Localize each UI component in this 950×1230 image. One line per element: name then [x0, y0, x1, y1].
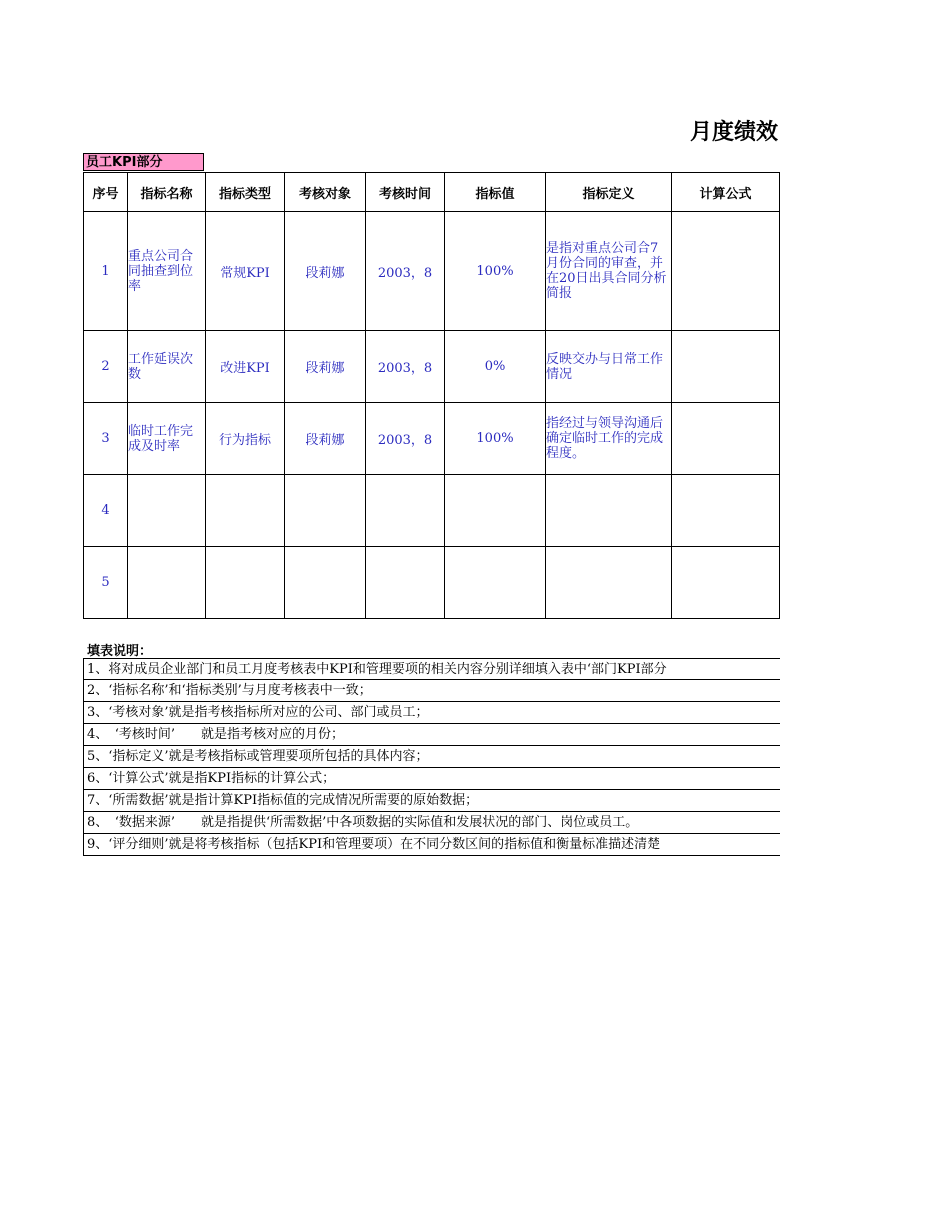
- note-item[interactable]: 2、‘指标名称’和‘指标类别’与月度考核表中一致；: [83, 680, 780, 702]
- cell-name[interactable]: [128, 475, 206, 547]
- cell-definition[interactable]: 是指对重点公司合7月份合同的审查，并在20日出具合同分析简报: [546, 212, 672, 331]
- kpi-table: [83, 172, 780, 619]
- cell-type[interactable]: [206, 547, 285, 619]
- note-item[interactable]: 7、‘所需数据’就是指计算KPI指标值的完成情况所需要的原始数据；: [83, 790, 780, 812]
- cell-time[interactable]: 2003，8: [366, 331, 445, 403]
- cell-time[interactable]: [366, 475, 445, 547]
- cell-name[interactable]: 临时工作完成及时率: [128, 403, 206, 475]
- cell-name[interactable]: 工作延误次数: [128, 331, 206, 403]
- header-no: 序号: [84, 173, 128, 212]
- note-item[interactable]: 9、‘评分细则’就是将考核指标（包括KPI和管理要项）在不同分数区间的指标值和衡量标准描述清楚: [83, 834, 780, 856]
- cell-formula[interactable]: [672, 475, 780, 547]
- cell-type[interactable]: 改进KPI: [206, 331, 285, 403]
- section-label: 员工KPI部分: [83, 153, 204, 171]
- cell-time[interactable]: [366, 547, 445, 619]
- cell-value[interactable]: 0%: [445, 331, 546, 403]
- cell-value[interactable]: [445, 547, 546, 619]
- note-item[interactable]: 1、将对成员企业部门和员工月度考核表中KPI和管理要项的相关内容分别详细填入表中‘部门KPI部分: [83, 658, 780, 680]
- header-definition: 指标定义: [546, 173, 672, 212]
- cell-time[interactable]: 2003，8: [366, 212, 445, 331]
- page-title: 月度绩效: [690, 120, 779, 145]
- header-type: 指标类型: [206, 173, 285, 212]
- header-value: 指标值: [445, 173, 546, 212]
- cell-time[interactable]: 2003，8: [366, 403, 445, 475]
- cell-type[interactable]: [206, 475, 285, 547]
- header-formula: 计算公式: [672, 173, 780, 212]
- cell-value[interactable]: [445, 475, 546, 547]
- cell-no[interactable]: 2: [84, 331, 128, 403]
- cell-definition[interactable]: [546, 547, 672, 619]
- cell-target[interactable]: [285, 475, 366, 547]
- cell-formula[interactable]: [672, 331, 780, 403]
- table-row: [84, 475, 780, 547]
- cell-no[interactable]: 5: [84, 547, 128, 619]
- cell-target[interactable]: 段莉娜: [285, 331, 366, 403]
- cell-target[interactable]: 段莉娜: [285, 212, 366, 331]
- cell-definition[interactable]: [546, 475, 672, 547]
- cell-target[interactable]: [285, 547, 366, 619]
- cell-definition[interactable]: 反映交办与日常工作情况: [546, 331, 672, 403]
- header-row: [84, 173, 780, 212]
- cell-formula[interactable]: [672, 547, 780, 619]
- cell-no[interactable]: 4: [84, 475, 128, 547]
- table-row: [84, 547, 780, 619]
- cell-type[interactable]: 行为指标: [206, 403, 285, 475]
- cell-no[interactable]: 1: [84, 212, 128, 331]
- cell-name[interactable]: [128, 547, 206, 619]
- notes-list: [83, 658, 780, 856]
- cell-value[interactable]: 100%: [445, 403, 546, 475]
- note-item[interactable]: 6、‘计算公式’就是指KPI指标的计算公式；: [83, 768, 780, 790]
- table-row: [84, 331, 780, 403]
- header-time: 考核时间: [366, 173, 445, 212]
- table-row: [84, 403, 780, 475]
- table-row: [84, 212, 780, 331]
- cell-type[interactable]: 常规KPI: [206, 212, 285, 331]
- cell-formula[interactable]: [672, 212, 780, 331]
- cell-value[interactable]: 100%: [445, 212, 546, 331]
- note-item[interactable]: 5、‘指标定义’就是考核指标或管理要项所包括的具体内容；: [83, 746, 780, 768]
- header-name: 指标名称: [128, 173, 206, 212]
- note-item[interactable]: 3、‘考核对象’就是指考核指标所对应的公司、部门或员工；: [83, 702, 780, 724]
- note-item[interactable]: 4、 ‘考核时间’ 就是指考核对应的月份；: [83, 724, 780, 746]
- header-target: 考核对象: [285, 173, 366, 212]
- note-item[interactable]: 8、 ‘数据来源’ 就是指提供‘所需数据’中各项数据的实际值和发展状况的部门、岗位或员工。: [83, 812, 780, 834]
- cell-target[interactable]: 段莉娜: [285, 403, 366, 475]
- notes-title: 填表说明：: [87, 644, 153, 659]
- cell-formula[interactable]: [672, 403, 780, 475]
- cell-definition[interactable]: 指经过与领导沟通后确定临时工作的完成程度。: [546, 403, 672, 475]
- cell-name[interactable]: 重点公司合同抽查到位率: [128, 212, 206, 331]
- cell-no[interactable]: 3: [84, 403, 128, 475]
